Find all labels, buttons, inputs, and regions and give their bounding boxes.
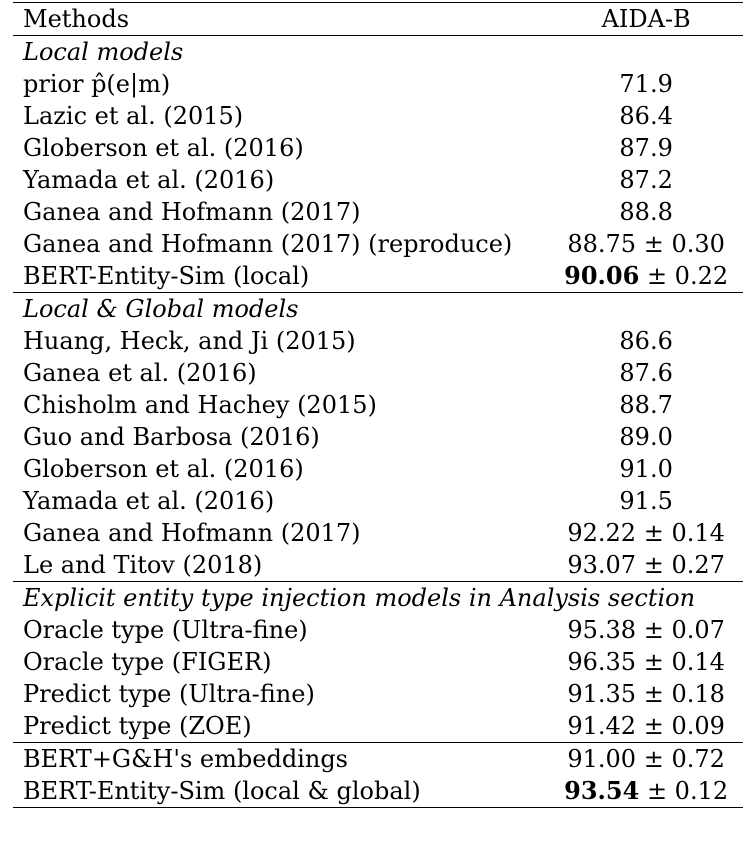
score-value: 86.4 [619, 102, 673, 130]
score-value: 91.42 [567, 712, 637, 740]
table-row [13, 196, 743, 228]
method-cell: Chisholm and Hachey (2015) [23, 391, 377, 419]
score-cell [549, 100, 743, 132]
score-value: 95.38 [567, 616, 637, 644]
table-row [13, 549, 743, 582]
table-row [13, 357, 743, 389]
table-row [13, 775, 743, 808]
score-cell [549, 164, 743, 196]
score-std: ± 0.30 [643, 230, 725, 258]
table-row [13, 228, 743, 260]
table-row [13, 132, 743, 164]
score-value: 86.6 [619, 327, 673, 355]
score-cell [549, 710, 743, 743]
table-body [13, 36, 743, 808]
method-cell: Ganea and Hofmann (2017) [23, 198, 361, 226]
score-value: 87.6 [619, 359, 673, 387]
method-cell: Le and Titov (2018) [23, 551, 263, 579]
score-cell [549, 614, 743, 646]
score-cell [549, 132, 743, 164]
table-row [13, 743, 743, 776]
score-cell [549, 325, 743, 357]
method-cell: Globerson et al. (2016) [23, 134, 304, 162]
score-value: 71.9 [619, 70, 673, 98]
score-cell [549, 389, 743, 421]
table-row [13, 485, 743, 517]
score-value: 89.0 [619, 423, 673, 451]
method-cell: Predict type (Ultra-fine) [23, 680, 315, 708]
table-row [13, 614, 743, 646]
score-cell [549, 228, 743, 260]
method-cell: Huang, Heck, and Ji (2015) [23, 327, 356, 355]
table-row [13, 100, 743, 132]
table-row [13, 325, 743, 357]
score-value: 93.54 [564, 776, 640, 805]
table-row [13, 678, 743, 710]
header-row [13, 3, 743, 36]
method-cell: Predict type (ZOE) [23, 712, 252, 740]
table-row [13, 164, 743, 196]
score-value: 87.2 [619, 166, 673, 194]
score-value: 93.07 [567, 551, 637, 579]
section-title: Local models [13, 36, 743, 69]
score-value: 92.22 [567, 519, 637, 547]
method-cell: BERT-Entity-Sim (local) [23, 262, 310, 290]
method-cell: prior p̂(e|m) [23, 70, 171, 98]
method-cell: Lazic et al. (2015) [23, 102, 244, 130]
method-cell: Yamada et al. (2016) [23, 166, 275, 194]
score-cell [549, 549, 743, 582]
section-header-row [13, 582, 743, 615]
score-cell [549, 357, 743, 389]
score-value: 88.7 [619, 391, 673, 419]
table-row [13, 646, 743, 678]
method-cell: Ganea and Hofmann (2017) [23, 519, 361, 547]
method-cell: BERT+G&H's embeddings [13, 743, 549, 776]
score-std: ± 0.14 [643, 648, 725, 676]
table-row [13, 421, 743, 453]
score-std: ± 0.72 [643, 745, 725, 773]
score-std: ± 0.18 [643, 680, 725, 708]
score-value: 88.8 [619, 198, 673, 226]
score-std: ± 0.09 [643, 712, 725, 740]
score-value: 91.35 [567, 680, 637, 708]
score-std: ± 0.12 [646, 777, 729, 805]
score-std: ± 0.14 [643, 519, 725, 547]
metric-header: AIDA-B [549, 3, 743, 36]
score-value: 88.75 [567, 230, 637, 258]
table-row [13, 453, 743, 485]
score-cell [549, 421, 743, 453]
score-cell [549, 517, 743, 549]
score-cell [549, 260, 743, 293]
score-cell [549, 775, 743, 808]
results-table [13, 2, 743, 808]
table-row [13, 389, 743, 421]
score-value: 87.9 [619, 134, 673, 162]
score-std: ± 0.22 [646, 262, 729, 290]
table-row [13, 68, 743, 100]
score-cell [549, 678, 743, 710]
method-cell: Ganea et al. (2016) [23, 359, 257, 387]
score-value: 91.5 [619, 487, 673, 515]
method-cell: Guo and Barbosa (2016) [23, 423, 320, 451]
method-cell: Ganea and Hofmann (2017) (reproduce) [23, 230, 513, 258]
score-cell [549, 646, 743, 678]
methods-header: Methods [13, 3, 549, 36]
score-cell [549, 196, 743, 228]
score-value: 96.35 [567, 648, 637, 676]
method-cell: Oracle type (FIGER) [23, 648, 272, 676]
section-title: Explicit entity type injection models in Analysis section [13, 582, 743, 615]
table-row [13, 260, 743, 293]
score-std: ± 0.07 [643, 616, 725, 644]
score-cell [549, 485, 743, 517]
score-cell [549, 68, 743, 100]
method-cell: BERT-Entity-Sim (local & global) [13, 775, 549, 808]
score-value: 91.00 [567, 745, 637, 773]
section-title: Local & Global models [13, 293, 743, 326]
score-value: 90.06 [564, 261, 640, 290]
score-cell [549, 453, 743, 485]
section-header-row [13, 36, 743, 69]
score-cell [549, 743, 743, 776]
method-cell: Oracle type (Ultra-fine) [23, 616, 308, 644]
score-value: 91.0 [619, 455, 673, 483]
score-std: ± 0.27 [643, 551, 725, 579]
method-cell: Globerson et al. (2016) [23, 455, 304, 483]
table-row [13, 710, 743, 743]
section-header-row [13, 293, 743, 326]
table-row [13, 517, 743, 549]
method-cell: Yamada et al. (2016) [23, 487, 275, 515]
